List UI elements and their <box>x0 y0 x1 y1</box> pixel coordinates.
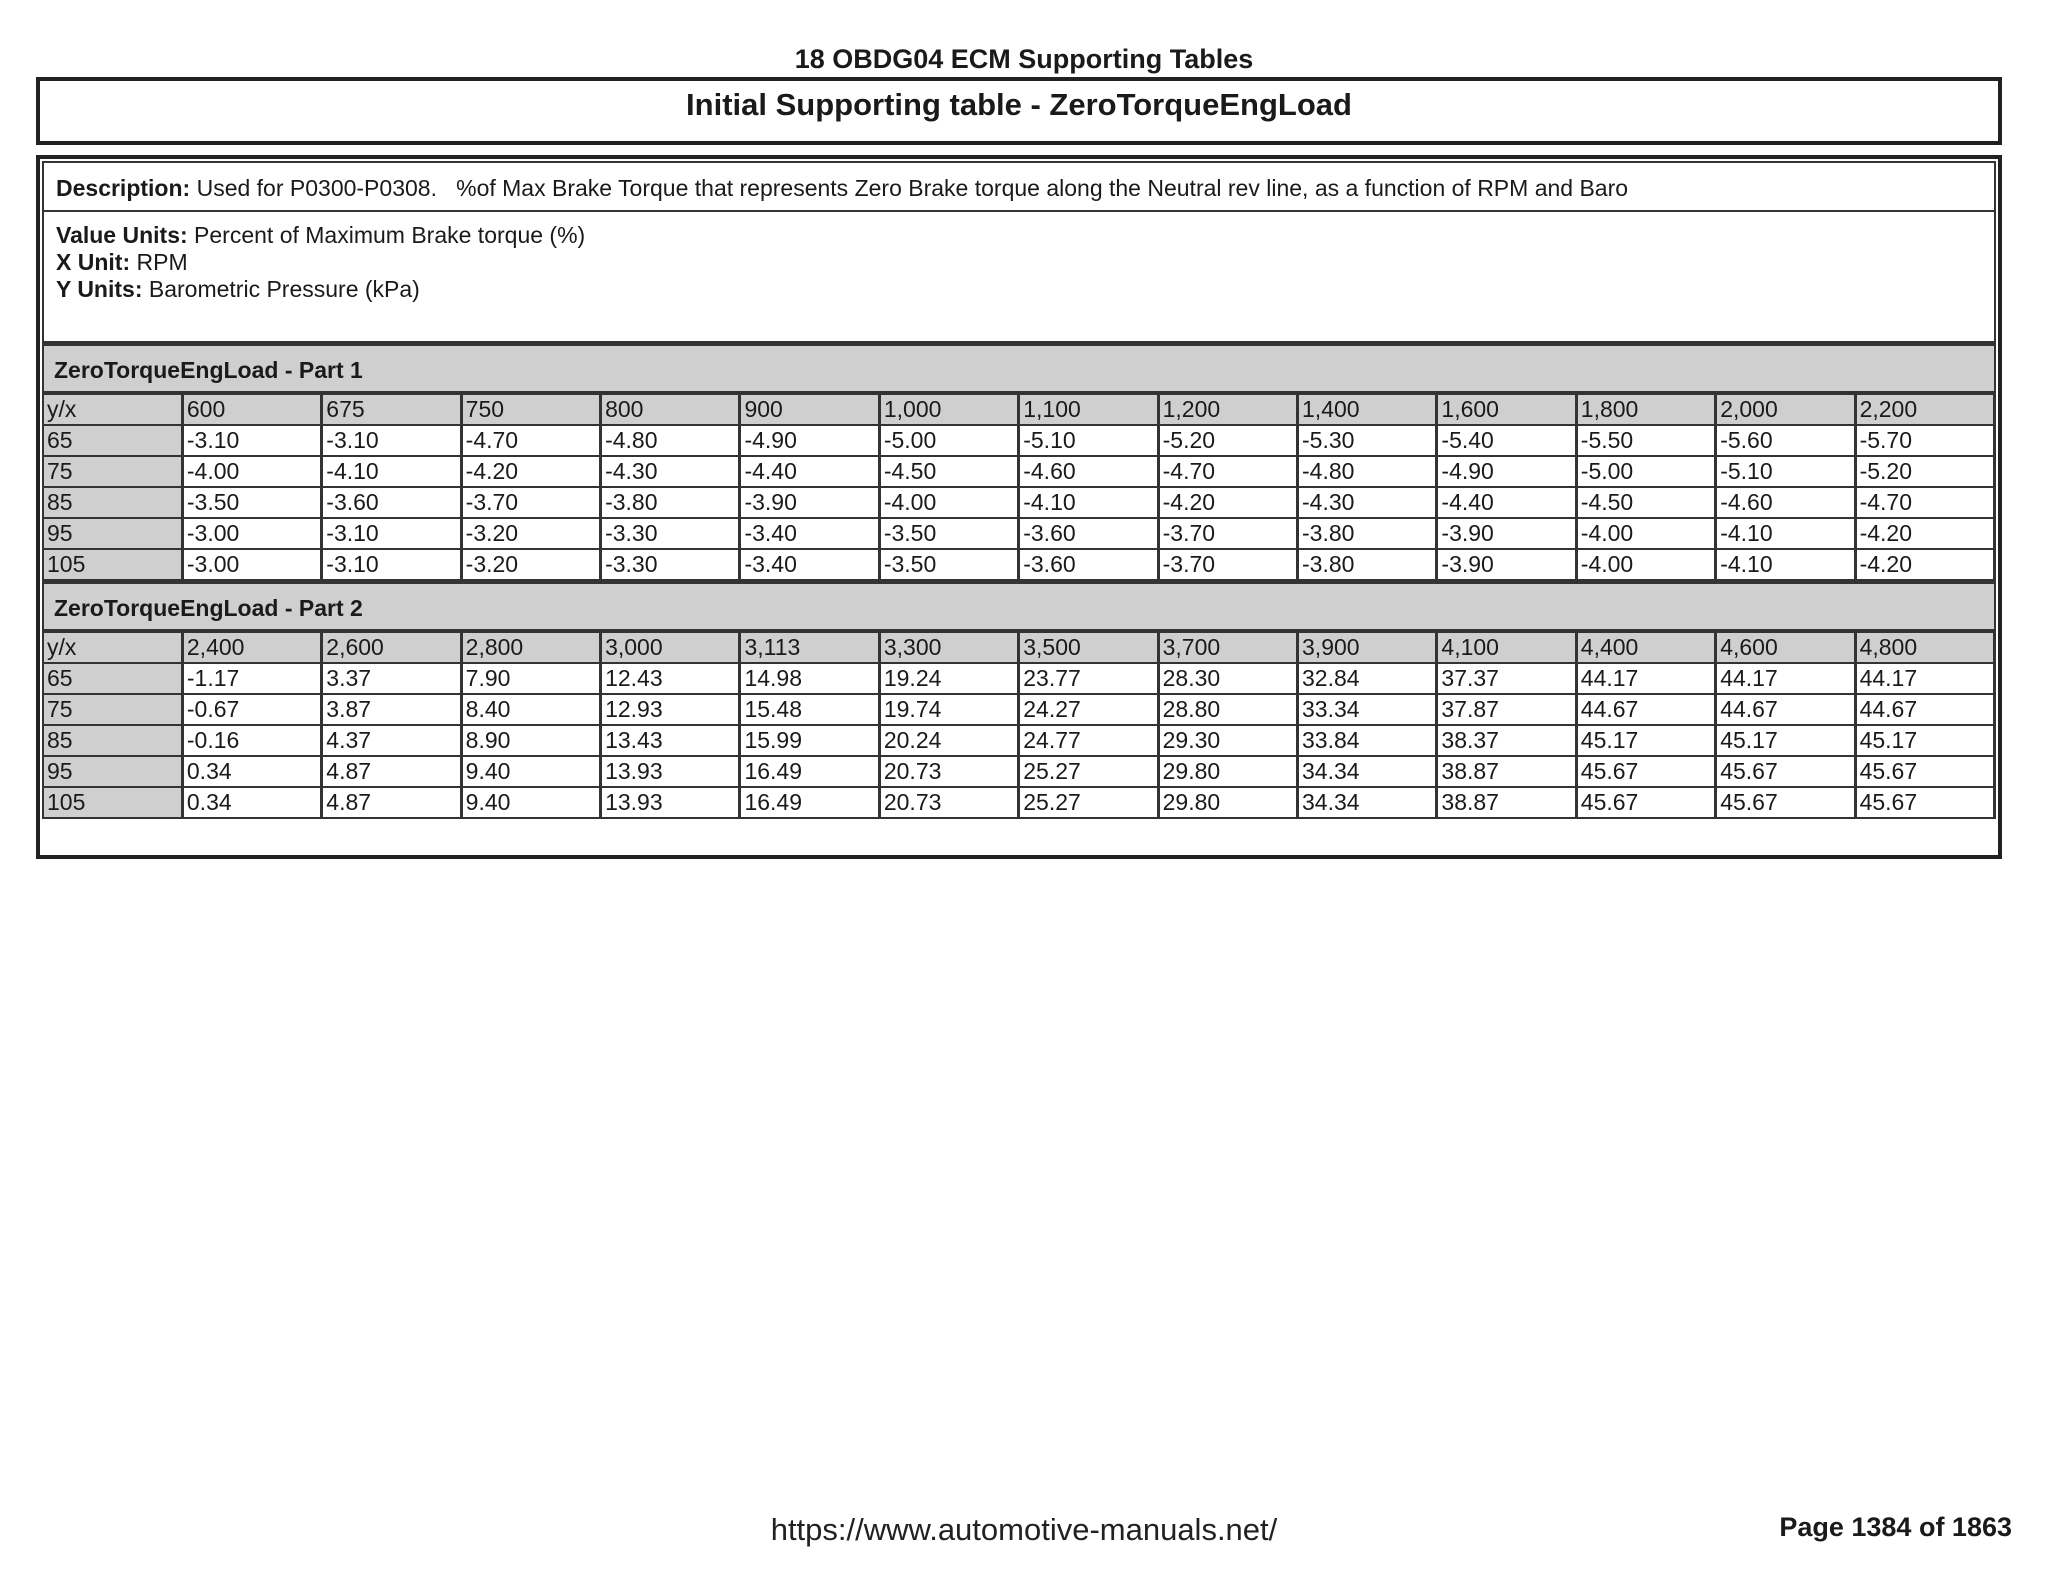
x-axis-cell: 900 <box>740 394 879 425</box>
x-unit-label: X Unit: <box>56 249 131 275</box>
value-cell: 8.40 <box>461 694 600 725</box>
x-axis-cell: 600 <box>182 394 321 425</box>
value-cell: -3.30 <box>601 518 740 549</box>
value-cell: 45.67 <box>1855 787 1994 818</box>
value-cell: -5.00 <box>879 425 1018 456</box>
value-cell: 44.67 <box>1716 694 1855 725</box>
value-cell: -4.00 <box>182 456 321 487</box>
x-axis-cell: 1,800 <box>1576 394 1715 425</box>
value-cell: 19.74 <box>879 694 1018 725</box>
x-axis-cell: 2,400 <box>182 632 321 663</box>
x-axis-header-row <box>43 394 1995 425</box>
value-cell: -3.40 <box>740 518 879 549</box>
value-cell: 20.73 <box>879 787 1018 818</box>
value-cell: 45.67 <box>1576 756 1715 787</box>
table-row <box>43 549 1995 580</box>
y-axis-cell: 95 <box>43 518 182 549</box>
value-cell: 15.48 <box>740 694 879 725</box>
value-cell: -4.70 <box>1158 456 1297 487</box>
data-table <box>42 393 1996 581</box>
value-cell: 45.67 <box>1716 787 1855 818</box>
y-units-line <box>56 276 1982 303</box>
value-cell: -4.00 <box>1576 549 1715 580</box>
page-number: Page 1384 of 1863 <box>1779 1512 2012 1542</box>
value-cell: 28.30 <box>1158 663 1297 694</box>
x-axis-cell: 1,200 <box>1158 394 1297 425</box>
value-cell: 45.67 <box>1576 787 1715 818</box>
value-cell: -3.00 <box>182 518 321 549</box>
value-cell: 37.37 <box>1437 663 1576 694</box>
value-cell: -4.70 <box>461 425 600 456</box>
value-units-label: Value Units: <box>56 222 188 248</box>
x-axis-cell: 1,400 <box>1298 394 1437 425</box>
x-axis-cell: 1,100 <box>1019 394 1158 425</box>
y-axis-cell: 105 <box>43 549 182 580</box>
y-units-label: Y Units: <box>56 276 143 302</box>
value-cell: -3.10 <box>322 518 461 549</box>
value-cell: -3.00 <box>182 549 321 580</box>
corner-cell: y/x <box>43 632 182 663</box>
value-cell: -3.80 <box>1298 518 1437 549</box>
value-cell: -4.20 <box>1158 487 1297 518</box>
value-cell: -4.50 <box>1576 487 1715 518</box>
value-cell: 7.90 <box>461 663 600 694</box>
table-row <box>43 456 1995 487</box>
y-axis-cell: 75 <box>43 456 182 487</box>
value-cell: 25.27 <box>1019 787 1158 818</box>
value-cell: -3.50 <box>879 549 1018 580</box>
value-cell: -5.20 <box>1855 456 1994 487</box>
value-cell: 0.34 <box>182 787 321 818</box>
value-cell: -4.90 <box>740 425 879 456</box>
value-cell: -3.80 <box>601 487 740 518</box>
x-axis-cell: 675 <box>322 394 461 425</box>
value-cell: -3.10 <box>322 425 461 456</box>
x-axis-cell: 3,700 <box>1158 632 1297 663</box>
x-unit-line <box>56 249 1982 276</box>
value-cell: 4.87 <box>322 787 461 818</box>
description-label: Description: <box>56 175 191 201</box>
value-cell: -1.17 <box>182 663 321 694</box>
part-header: ZeroTorqueEngLoad - Part 1 <box>42 343 1996 393</box>
x-axis-cell: 2,200 <box>1855 394 1994 425</box>
value-cell: 3.37 <box>322 663 461 694</box>
value-cell: -5.30 <box>1298 425 1437 456</box>
x-axis-cell: 4,600 <box>1716 632 1855 663</box>
x-axis-cell: 3,900 <box>1298 632 1437 663</box>
description-row <box>42 161 1996 212</box>
value-cell: -3.90 <box>740 487 879 518</box>
x-axis-header-row <box>43 632 1995 663</box>
value-cell: -4.30 <box>601 456 740 487</box>
value-cell: -4.80 <box>601 425 740 456</box>
value-cell: -4.10 <box>322 456 461 487</box>
value-cell: -3.50 <box>879 518 1018 549</box>
value-cell: -4.50 <box>879 456 1018 487</box>
value-cell: -5.10 <box>1019 425 1158 456</box>
data-table <box>42 631 1996 819</box>
value-cell: 0.34 <box>182 756 321 787</box>
y-axis-cell: 85 <box>43 725 182 756</box>
part-header: ZeroTorqueEngLoad - Part 2 <box>42 581 1996 631</box>
value-cell: -3.70 <box>1158 549 1297 580</box>
x-axis-cell: 2,000 <box>1716 394 1855 425</box>
x-axis-cell: 2,800 <box>461 632 600 663</box>
x-axis-cell: 3,000 <box>601 632 740 663</box>
value-cell: 34.34 <box>1298 787 1437 818</box>
value-cell: 20.24 <box>879 725 1018 756</box>
value-cell: -4.90 <box>1437 456 1576 487</box>
value-cell: -5.20 <box>1158 425 1297 456</box>
table-row <box>43 725 1995 756</box>
value-cell: 9.40 <box>461 756 600 787</box>
x-axis-cell: 750 <box>461 394 600 425</box>
table-row <box>43 694 1995 725</box>
value-cell: -4.20 <box>1855 549 1994 580</box>
value-cell: 44.17 <box>1855 663 1994 694</box>
y-axis-cell: 65 <box>43 425 182 456</box>
value-cell: 45.67 <box>1855 756 1994 787</box>
value-cell: 44.67 <box>1855 694 1994 725</box>
document-header: 18 OBDG04 ECM Supporting Tables <box>794 44 1254 74</box>
value-cell: 3.87 <box>322 694 461 725</box>
value-cell: 34.34 <box>1298 756 1437 787</box>
value-cell: -5.10 <box>1716 456 1855 487</box>
value-cell: -3.90 <box>1437 518 1576 549</box>
value-cell: -5.70 <box>1855 425 1994 456</box>
table-parts <box>42 343 1996 819</box>
value-cell: 12.93 <box>601 694 740 725</box>
value-cell: 16.49 <box>740 756 879 787</box>
x-unit-text: RPM <box>130 249 188 275</box>
value-cell: 45.17 <box>1855 725 1994 756</box>
value-cell: -4.60 <box>1716 487 1855 518</box>
table-row <box>43 663 1995 694</box>
table-row <box>43 425 1995 456</box>
value-units-text: Percent of Maximum Brake torque (%) <box>187 222 586 248</box>
table-row <box>43 487 1995 518</box>
value-cell: 32.84 <box>1298 663 1437 694</box>
value-cell: -3.10 <box>182 425 321 456</box>
value-cell: -4.20 <box>1855 518 1994 549</box>
value-cell: 9.40 <box>461 787 600 818</box>
value-cell: 14.98 <box>740 663 879 694</box>
table-container <box>36 155 2002 859</box>
value-cell: -0.16 <box>182 725 321 756</box>
x-axis-cell: 3,500 <box>1019 632 1158 663</box>
value-cell: -3.60 <box>1019 518 1158 549</box>
units-block <box>42 212 1996 343</box>
value-cell: -3.80 <box>1298 549 1437 580</box>
footer-url: https://www.automotive-manuals.net/ <box>770 1512 1278 1547</box>
y-axis-cell: 85 <box>43 487 182 518</box>
value-cell: -3.50 <box>182 487 321 518</box>
value-cell: 13.93 <box>601 787 740 818</box>
value-cell: -4.40 <box>1437 487 1576 518</box>
x-axis-cell: 800 <box>601 394 740 425</box>
table-title-box <box>36 77 2002 145</box>
value-cell: -5.00 <box>1576 456 1715 487</box>
value-cell: 37.87 <box>1437 694 1576 725</box>
value-cell: -3.70 <box>1158 518 1297 549</box>
value-cell: 12.43 <box>601 663 740 694</box>
value-cell: 15.99 <box>740 725 879 756</box>
value-cell: 29.80 <box>1158 756 1297 787</box>
table-row <box>43 787 1995 818</box>
value-cell: -4.60 <box>1019 456 1158 487</box>
value-cell: -3.70 <box>461 487 600 518</box>
value-cell: 24.27 <box>1019 694 1158 725</box>
value-cell: 13.93 <box>601 756 740 787</box>
table-row <box>43 756 1995 787</box>
x-axis-cell: 4,400 <box>1576 632 1715 663</box>
value-cell: -3.10 <box>322 549 461 580</box>
corner-cell: y/x <box>43 394 182 425</box>
value-cell: -3.60 <box>1019 549 1158 580</box>
value-cell: 19.24 <box>879 663 1018 694</box>
y-axis-cell: 75 <box>43 694 182 725</box>
value-cell: 24.77 <box>1019 725 1158 756</box>
value-cell: -4.10 <box>1019 487 1158 518</box>
y-axis-cell: 65 <box>43 663 182 694</box>
value-cell: 29.80 <box>1158 787 1297 818</box>
value-cell: -3.30 <box>601 549 740 580</box>
value-cell: 4.37 <box>322 725 461 756</box>
x-axis-cell: 4,100 <box>1437 632 1576 663</box>
value-cell: 44.17 <box>1576 663 1715 694</box>
table-row <box>43 518 1995 549</box>
table-title: Initial Supporting table - ZeroTorqueEngLoad <box>686 87 1352 122</box>
value-cell: -4.70 <box>1855 487 1994 518</box>
value-cell: 38.87 <box>1437 787 1576 818</box>
value-cell: -3.60 <box>322 487 461 518</box>
y-units-text: Barometric Pressure (kPa) <box>142 276 420 302</box>
value-cell: -0.67 <box>182 694 321 725</box>
value-cell: -3.20 <box>461 518 600 549</box>
x-axis-cell: 1,000 <box>879 394 1018 425</box>
x-axis-cell: 2,600 <box>322 632 461 663</box>
description-text: Used for P0300-P0308. %of Max Brake Torque that represents Zero Brake torque along the Neutral rev line, as a function of RPM and Baro <box>190 175 1629 201</box>
x-axis-cell: 4,800 <box>1855 632 1994 663</box>
value-cell: 13.43 <box>601 725 740 756</box>
value-cell: 45.67 <box>1716 756 1855 787</box>
x-axis-cell: 3,113 <box>740 632 879 663</box>
value-cell: 8.90 <box>461 725 600 756</box>
value-cell: -4.00 <box>879 487 1018 518</box>
value-cell: -4.40 <box>740 456 879 487</box>
value-cell: -4.10 <box>1716 549 1855 580</box>
value-units-line <box>56 222 1982 249</box>
value-cell: 38.87 <box>1437 756 1576 787</box>
value-cell: -3.40 <box>740 549 879 580</box>
value-cell: -4.80 <box>1298 456 1437 487</box>
value-cell: -3.90 <box>1437 549 1576 580</box>
value-cell: 44.17 <box>1716 663 1855 694</box>
value-cell: 4.87 <box>322 756 461 787</box>
value-cell: 28.80 <box>1158 694 1297 725</box>
value-cell: -5.40 <box>1437 425 1576 456</box>
value-cell: 20.73 <box>879 756 1018 787</box>
value-cell: 29.30 <box>1158 725 1297 756</box>
value-cell: 23.77 <box>1019 663 1158 694</box>
x-axis-cell: 1,600 <box>1437 394 1576 425</box>
value-cell: 16.49 <box>740 787 879 818</box>
y-axis-cell: 105 <box>43 787 182 818</box>
value-cell: -4.00 <box>1576 518 1715 549</box>
value-cell: -5.60 <box>1716 425 1855 456</box>
x-axis-cell: 3,300 <box>879 632 1018 663</box>
value-cell: 44.67 <box>1576 694 1715 725</box>
value-cell: 45.17 <box>1576 725 1715 756</box>
value-cell: -5.50 <box>1576 425 1715 456</box>
value-cell: -4.10 <box>1716 518 1855 549</box>
value-cell: 25.27 <box>1019 756 1158 787</box>
value-cell: -4.30 <box>1298 487 1437 518</box>
value-cell: -4.20 <box>461 456 600 487</box>
value-cell: -3.20 <box>461 549 600 580</box>
value-cell: 33.34 <box>1298 694 1437 725</box>
value-cell: 45.17 <box>1716 725 1855 756</box>
y-axis-cell: 95 <box>43 756 182 787</box>
value-cell: 38.37 <box>1437 725 1576 756</box>
value-cell: 33.84 <box>1298 725 1437 756</box>
